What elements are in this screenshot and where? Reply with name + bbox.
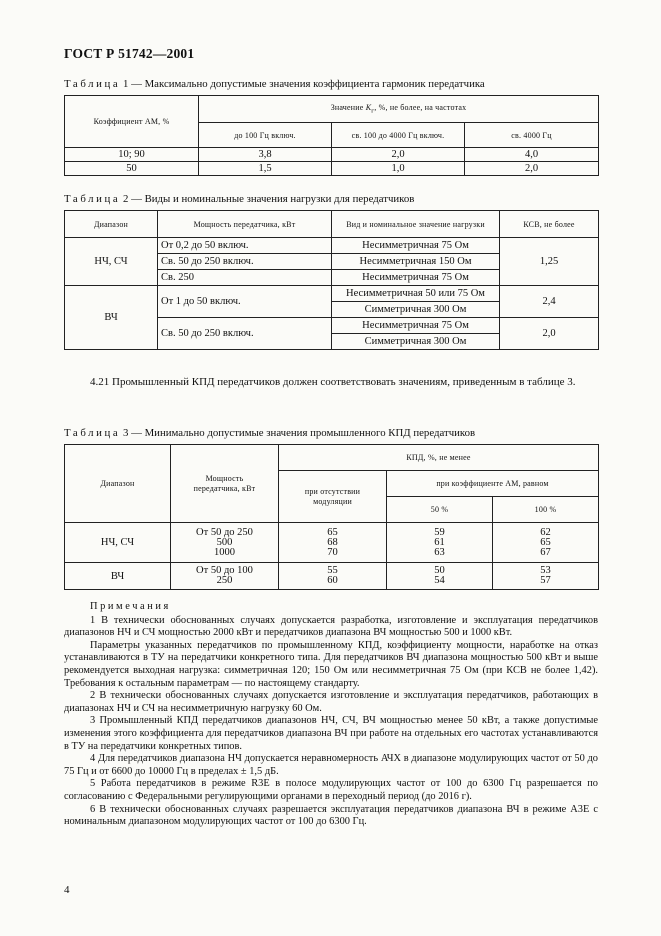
- page-number: 4: [64, 884, 70, 896]
- table-row: [65, 286, 599, 302]
- table1-cell: 10; 90: [65, 148, 199, 162]
- table2-caption-word: Таблица: [64, 193, 121, 205]
- table3-header-no-modulation: при отсутствии модуляции: [279, 471, 387, 523]
- table1: [64, 95, 599, 176]
- table2-band-nch: НЧ, СЧ: [65, 238, 158, 286]
- table2-band-vch: ВЧ: [65, 286, 158, 350]
- table1-cell: 2,0: [465, 162, 599, 176]
- table3-cell: 65 68 70: [279, 523, 387, 563]
- table3-band-vch: ВЧ: [65, 563, 171, 590]
- table1-caption: [64, 78, 485, 90]
- table3-caption: [64, 427, 475, 439]
- table-row: [65, 238, 599, 254]
- note-item: 4 Для передатчиков диапазона НЧ допускается неравномерность АЧХ в диапазоне модулирующих частот от 50 до 75 Гц и от 6600 до 10000 Гц в пределах ± 1,5 дБ.: [64, 753, 598, 777]
- table3-header-am-50: 50 %: [387, 497, 493, 523]
- table3-cell: 53 57: [493, 563, 599, 590]
- table3-header-band: Диапазон: [65, 445, 171, 523]
- table-row: [65, 148, 599, 162]
- table2-header-power: Мощность передатчика, кВт: [158, 211, 332, 238]
- table2-ksv: 2,4: [500, 286, 599, 318]
- note-item: 2 В технически обоснованных случаях допускается изготовление и эксплуатация передатчиков, работающих в диапазонах НЧ и СЧ на несимметричную нагрузку 60 Ом.: [64, 690, 598, 714]
- table3-header-am-100: 100 %: [493, 497, 599, 523]
- note-item: 3 Промышленный КПД передатчиков диапазонов НЧ, СЧ, ВЧ мощностью менее 50 кВт, а также допустимые изменения этого коэффициента для передатчиков диапазона ВЧ при работе на отдельных его частотах устанавливаются в ТУ на передатчики конкретных типов.: [64, 715, 598, 752]
- table1-cell: 4,0: [465, 148, 599, 162]
- table2-load: Несимметричная 75 Ом: [332, 318, 500, 334]
- table1-header-kg: Значение $K_г$, %, не более, на частотах: [199, 96, 599, 123]
- table-row: [65, 563, 599, 590]
- table3-cell: От 50 до 250 500 1000: [171, 523, 279, 563]
- table2-power: Св. 50 до 250 включ.: [158, 254, 332, 270]
- table3-header-am: при коэффициенте АМ, равном: [387, 471, 599, 497]
- table2-ksv: 1,25: [500, 238, 599, 286]
- table1-subheader-1: до 100 Гц включ.: [199, 123, 332, 148]
- note-item: Параметры указанных передатчиков по промышленному КПД, коэффициенту мощности, наработке на отказ устанавливаются в ТУ на передатчики конкретного типа. Для передатчиков ВЧ диапазона мощностью 500 кВт и выше рекомендуется выходная нагрузка: симметричная 120; 150 Ом или несимметричная 75 Ом (при КСВ не более 1,42). Требования к остальным параметрам — по настоящему стандарту.: [64, 639, 598, 689]
- table1-subheader-3: св. 4000 Гц: [465, 123, 599, 148]
- table3: [64, 444, 599, 590]
- table3-band-nch: НЧ, СЧ: [65, 523, 171, 563]
- table2-power: Св. 250: [158, 270, 332, 286]
- table1-header-am: Коэффициент АМ, %: [65, 96, 199, 148]
- table2-power: Св. 50 до 250 включ.: [158, 318, 332, 350]
- table2-caption-text: 2 — Виды и номинальные значения нагрузки для передатчиков: [122, 193, 415, 205]
- paragraph-4-21: 4.21 Промышленный КПД передатчиков должен соответствовать значениям, приведенным в таблице 3.: [90, 376, 576, 388]
- table1-cell: 1,5: [199, 162, 332, 176]
- notes-section: [64, 601, 598, 829]
- table1-caption-text: 1 — Максимально допустимые значения коэффициента гармоник передатчика: [122, 78, 485, 90]
- table2-power: От 1 до 50 включ.: [158, 286, 332, 318]
- table3-cell: 59 61 63: [387, 523, 493, 563]
- table3-cell: 55 60: [279, 563, 387, 590]
- note-item: 1 В технически обоснованных случаях допускается разработка, изготовление и эксплуатация передатчиков диапазонов НЧ и СЧ мощностью 2000 кВт и передатчиков диапазона ВЧ мощностью 500 и 1000 кВт.: [64, 614, 598, 639]
- table1-cell: 1,0: [332, 162, 465, 176]
- table1-caption-word: Таблица: [64, 78, 121, 90]
- table3-cell: 50 54: [387, 563, 493, 590]
- table3-caption-word: Таблица: [64, 427, 121, 439]
- table2-ksv: 2,0: [500, 318, 599, 350]
- document-header: ГОСТ Р 51742—2001: [64, 46, 195, 61]
- table2-load: Симметричная 300 Ом: [332, 334, 500, 350]
- table3-cell: От 50 до 100 250: [171, 563, 279, 590]
- table1-cell: 3,8: [199, 148, 332, 162]
- table2-power: От 0,2 до 50 включ.: [158, 238, 332, 254]
- table2-header-ksv: КСВ, не более: [500, 211, 599, 238]
- table3-caption-text: 3 — Минимально допустимые значения промышленного КПД передатчиков: [122, 427, 476, 439]
- table3-header-kpd: КПД, %, не менее: [279, 445, 599, 471]
- table2-caption: [64, 193, 414, 205]
- table3-cell: 62 65 67: [493, 523, 599, 563]
- table2-header-band: Диапазон: [65, 211, 158, 238]
- table2-load: Несимметричная 50 или 75 Ом: [332, 286, 500, 302]
- table1-cell: 2,0: [332, 148, 465, 162]
- note-item: 5 Работа передатчиков в режиме R3E в полосе модулирующих частот от 100 до 6300 Гц разрешается по согласованию с Федеральными регулирующими органами в переходный период (до 2016 г).: [64, 778, 598, 802]
- notes-title: Примечания: [90, 601, 171, 612]
- table1-subheader-2: св. 100 до 4000 Гц включ.: [332, 123, 465, 148]
- table3-header-power: Мощность передатчика, кВт: [171, 445, 279, 523]
- table2-load: Несимметричная 75 Ом: [332, 238, 500, 254]
- table2-load: Несимметричная 150 Ом: [332, 254, 500, 270]
- table-row: [65, 523, 599, 563]
- table1-cell: 50: [65, 162, 199, 176]
- table2-header-load: Вид и номинальное значение нагрузки: [332, 211, 500, 238]
- table2-load: Симметричная 300 Ом: [332, 302, 500, 318]
- table2: [64, 210, 599, 350]
- table2-load: Несимметричная 75 Ом: [332, 270, 500, 286]
- note-item: 6 В технически обоснованных случаях разрешается эксплуатация передатчиков диапазона ВЧ в режиме A3E с номинальным диапазоном модулирующих частот от 100 до 6300 Гц.: [64, 803, 598, 828]
- table-row: [65, 162, 599, 176]
